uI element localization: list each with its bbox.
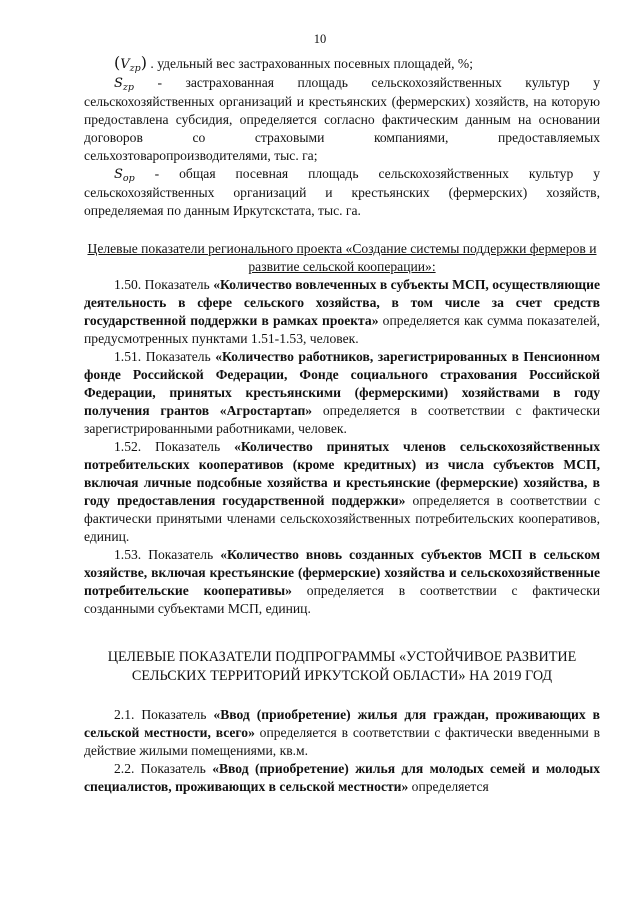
indicator-paragraph: 2.1. Показатель «Ввод (приобретение) жилья для граждан, проживающих в сельской местности, всего» определяется в соответствии с фактически введенными в действие жилыми помещениями, кв.м. xyxy=(84,707,600,758)
page-content xyxy=(84,54,600,796)
section-heading-regional-project: Целевые показатели регионального проекта «Создание системы поддержки фермеров и развитие сельской кооперации»: xyxy=(87,241,597,274)
page-number: 10 xyxy=(313,32,327,46)
definition-text: - застрахованная площадь сельскохозяйственных культур у сельскохозяйственных организаций и крестьянских (фермерских) хозяйств, на которую предоставлена субсидия, определяется согласно фактическим данным на основании договоров со страховыми компаниями, предоставляемых сельхозтоваропроизводителями, тыс. га; xyxy=(84,75,600,163)
symbol-vzp: $V_{zp}$ xyxy=(120,57,141,74)
definition-text: - общая посевная площадь сельскохозяйственных культур у сельскохозяйственных организаций и крестьянских (фермерских) хозяйств, определяемая по данным Иркутскстата, тыс. га. xyxy=(84,166,600,218)
paren-open: ( xyxy=(114,53,121,72)
symbol-szp: $S_{zp}$ xyxy=(114,76,134,93)
indicator-paragraph: 1.53. Показатель «Количество вновь созданных субъектов МСП в сельском хозяйстве, включая крестьянские (фермерские) хозяйства и сельскохозяйственные потребительские кооперативы» определяется в соответствии с фактически созданными субъектами МСП, единиц. xyxy=(84,547,600,616)
definition-vzp xyxy=(84,54,600,74)
definition-szp xyxy=(84,74,600,165)
section-heading-subprogram: ЦЕЛЕВЫЕ ПОКАЗАТЕЛИ ПОДПРОГРАММЫ «УСТОЙЧИВОЕ РАЗВИТИЕ СЕЛЬСКИХ ТЕРРИТОРИЙ ИРКУТСКОЙ ОБЛАСТИ» НА 2019 ГОД xyxy=(107,649,577,684)
definition-sop xyxy=(84,165,600,220)
definition-text: . удельный вес застрахованных посевных площадей, %; xyxy=(150,56,474,71)
indicator-paragraph: 2.2. Показатель «Ввод (приобретение) жилья для молодых семей и молодых специалистов, проживающих в сельской местности» определяется xyxy=(84,761,600,794)
indicator-paragraph: 1.50. Показатель «Количество вовлеченных в субъекты МСП, осуществляющие деятельность в сфере сельского хозяйства, в том числе за счет средств государственной поддержки в рамках проекта» определяется как сумма показателей, предусмотренных пунктами 1.51-1.53, человек. xyxy=(84,277,601,346)
paren-close: ) xyxy=(140,53,147,72)
indicator-paragraph: 1.51. Показатель «Количество работников, зарегистрированных в Пенсионном фонде Российской Федерации, Фонде социального страхования Российской Федерации, принятых крестьянскими (фермерскими) хозяйствами в году получения грантов «Агростартап» определяется в соответствии с фактически зарегистрированными работниками, человек. xyxy=(84,349,600,436)
indicator-paragraph: 1.52. Показатель «Количество принятых членов сельскохозяйственных потребительских кооперативов (кроме кредитных) из числа субъектов МСП, включая личные подсобные хозяйства и крестьянские (фермерские) хозяйства, в году предоставления государственной поддержки» определяется в соответствии с фактически принятыми членами сельскохозяйственных потребительских кооперативов, единиц. xyxy=(84,439,600,544)
symbol-sop: $S_{op}$ xyxy=(114,167,135,184)
